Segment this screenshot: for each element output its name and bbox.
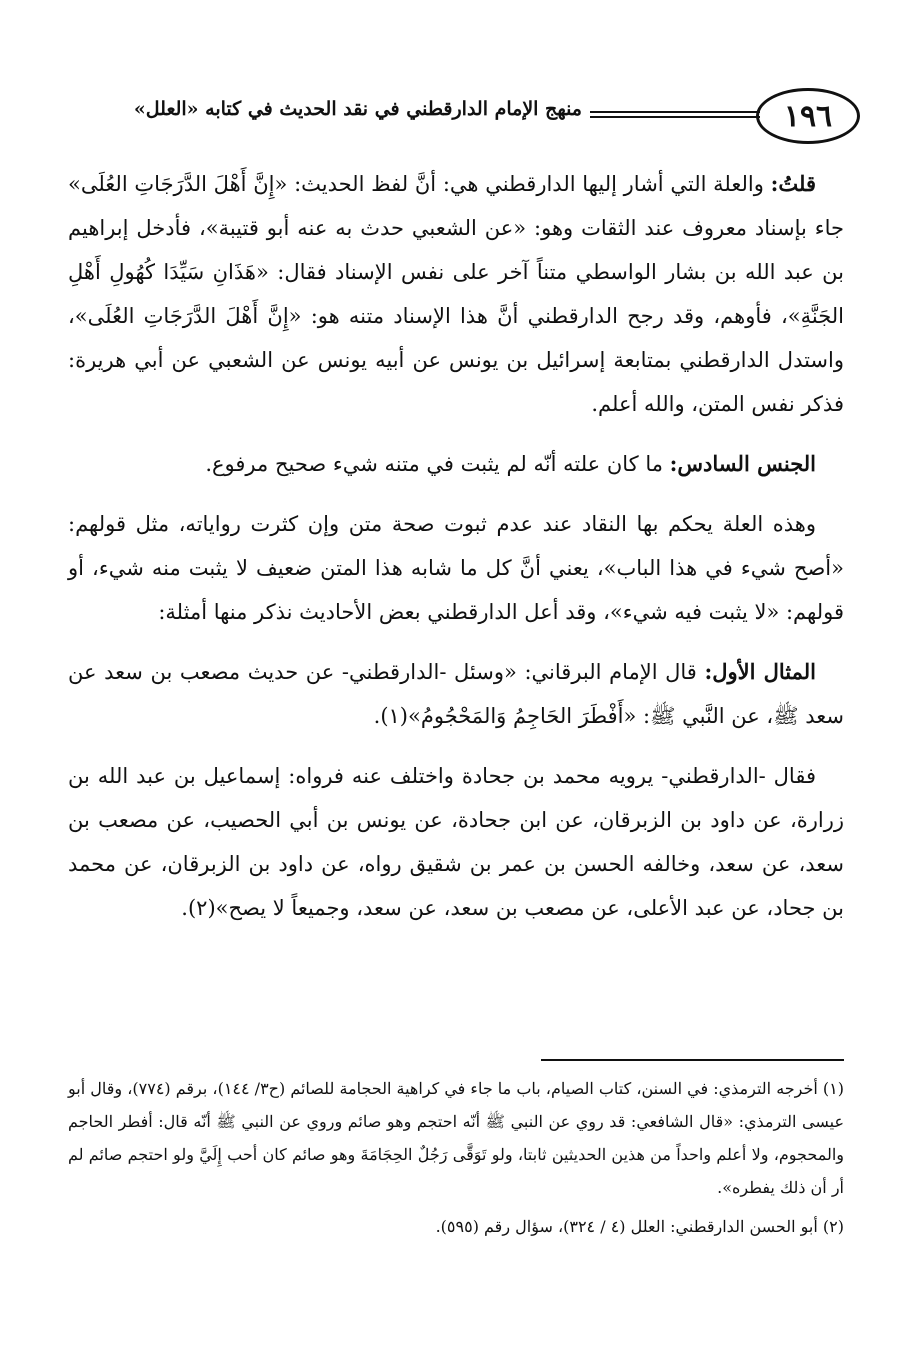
running-title: منهج الإمام الدارقطني في نقد الحديث في كتابه «العلل» (133, 98, 582, 120)
paragraph-lead: الجنس السادس: (669, 451, 816, 476)
paragraph-text: وهذه العلة يحكم بها النقاد عند عدم ثبوت صحة متن وإن كثرت رواياته، مثل قولهم: «أصح شيء في هذا الباب»، يعني أنَّ كل ما شابه هذا المتن ضعيف لا يثبت منه شيء، أو قولهم: «لا يثبت فيه شيء»، وقد أعل الدارقطني بعض الأحاديث نذكر منها أمثلة: (68, 512, 844, 624)
header-double-rule (590, 111, 760, 121)
page-number: ١٩٦ (756, 88, 860, 144)
paragraph (68, 442, 844, 486)
footnote-separator (541, 1059, 844, 1061)
paragraph-lead: قلتُ: (770, 171, 816, 196)
footnotes (68, 1072, 844, 1243)
paragraph (68, 502, 844, 634)
paragraph-text: ما كان علته أنّه لم يثبت في متنه شيء صحيح مرفوع. (205, 452, 670, 476)
paragraph-lead: المثال الأول: (704, 659, 817, 684)
paragraph-text: قال الإمام البرقاني: «وسئل -الدارقطني- عن حديث مصعب بن سعد عن سعد ﷺ، عن النَّبي ﷺ: «أَفْطَرَ الحَاجِمُ وَالمَحْجُومُ»(١). (68, 660, 844, 728)
paragraph (68, 650, 844, 738)
footnote: (١) أخرجه الترمذي: في السنن، كتاب الصيام، باب ما جاء في كراهية الحجامة للصائم (ح٣/ ١٤٤)، برقم (٧٧٤)، وقال أبو عيسى الترمذي: «قال الشافعي: قد روي عن النبي ﷺ أنّه احتجم وهو صائم وروي عن النبي ﷺ أنّه قال: أفطر الحاجم والمحجوم، ولا أعلم واحداً من هذين الحديثين ثابتا، ولو تَوَقَّى رَجُلٌ الحِجَامَةَ وهو صائم كان أحب إِلَيَّ ولو احتجم صائم لم أر أن ذلك يفطره». (68, 1079, 844, 1197)
paragraph (68, 754, 844, 930)
footnote: (٢) أبو الحسن الدارقطني: العلل (٤ / ٣٢٤)، سؤال رقم (٥٩٥). (435, 1217, 844, 1236)
page-header (70, 86, 860, 156)
paragraph-text: والعلة التي أشار إليها الدارقطني هي: أنَّ لفظ الحديث: «إِنَّ أَهْلَ الدَّرَجَاتِ العُلَى» جاء بإسناد معروف عند الثقات وهو: «عن الشعبي حدث به عنه أبو قتيبة»، فأدخل إبراهيم بن عبد الله بن بشار الواسطي متناً آخر على نفس الإسناد فقال: «هَذَانِ سَيِّدَا كُهُولِ أَهْلِ الجَنَّةِ»، فأوهم، وقد رجح الدارقطني أنَّ هذا الإسناد متنه هو: «إِنَّ أَهْلَ الدَّرَجَاتِ العُلَى»، واستدل الدارقطني بمتابعة إسرائيل بن يونس عن أبيه يونس عن الشعبي عن أبي هريرة: فذكر نفس المتن، والله أعلم. (68, 172, 844, 416)
paragraph-text: فقال -الدارقطني- يرويه محمد بن جحادة واختلف عنه فرواه: إسماعيل بن عبد الله بن زرارة، عن داود بن الزبرقان، عن ابن جحادة، عن يونس بن أبي الحصيب، عن مصعب بن سعد، عن سعد، وخالفه الحسن بن عمر بن شقيق رواه، عن داود بن الزبرقان، عن محمد بن جحاد، عن عبد الأعلى، عن مصعب بن سعد، عن سعد، وجميعاً لا يصح»(٢). (68, 764, 844, 920)
main-text (68, 162, 844, 930)
paragraph (68, 162, 844, 426)
